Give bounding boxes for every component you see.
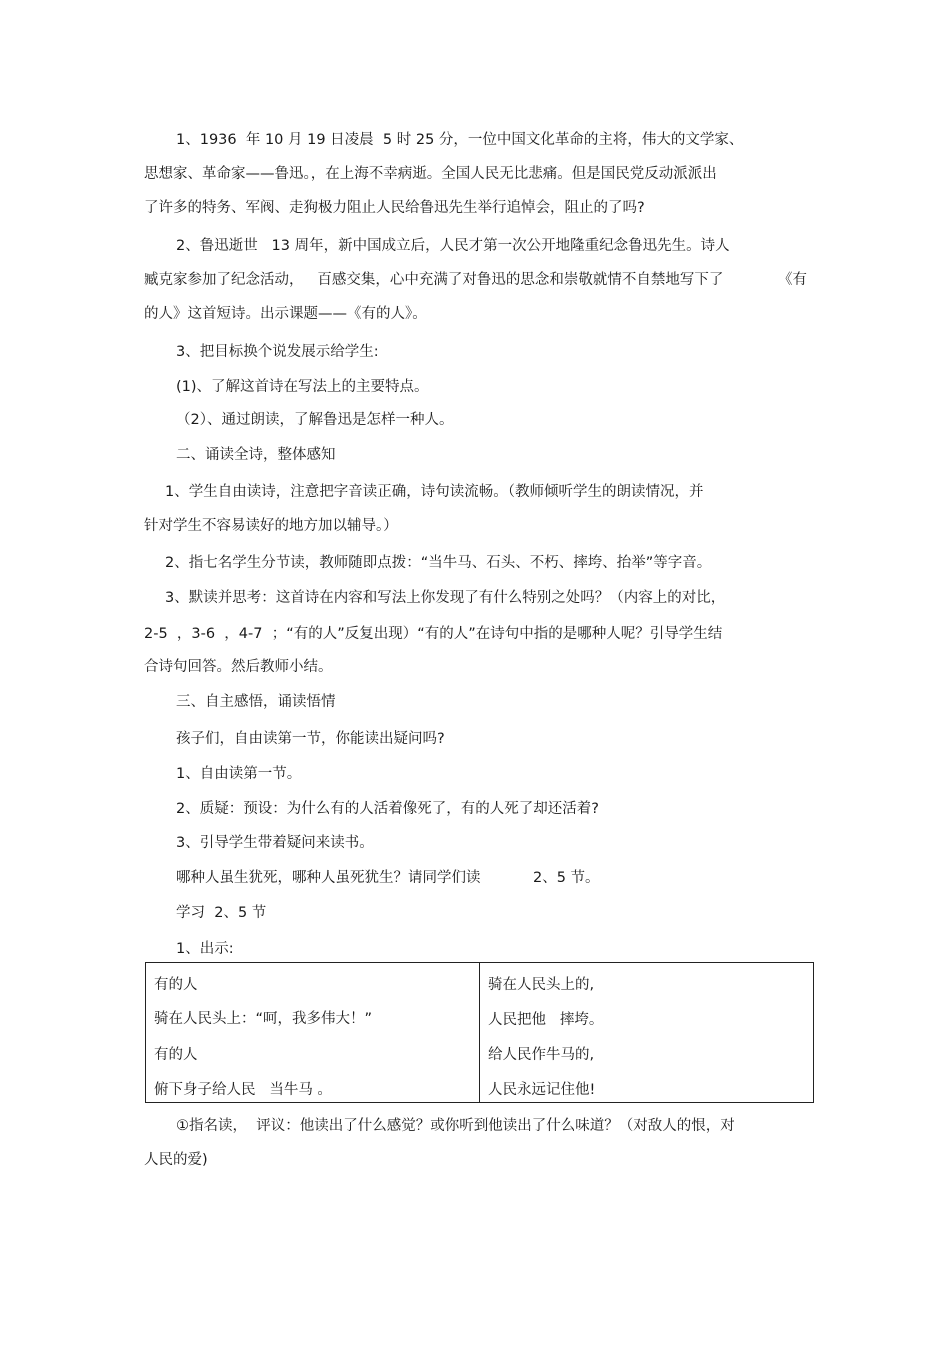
text-line: 3、把目标换个说发展示给学生:: [176, 344, 379, 360]
poem-line: 有的人: [154, 977, 198, 993]
text-line: 2-5 ，3-6 ，4-7 ；“有的人”反复出现）“有的人”在诗句中指的是哪种人呢？引导学生结: [144, 626, 723, 642]
text-line: 2、5 节。: [533, 870, 600, 886]
poem-line: 骑在人民头上的,: [488, 977, 595, 993]
table-row: [146, 963, 814, 1103]
text-line: 针对学生不容易读好的地方加以辅导。）: [144, 518, 398, 534]
poem-line: 骑在人民头上：“呵，我多伟大！”: [154, 1011, 373, 1027]
text-line: 学习 2、5 节: [176, 905, 267, 921]
text-line: 1、学生自由读诗，注意把字音读正确，诗句读流畅。（教师倾听学生的朗读情况，并: [165, 484, 704, 500]
poem-line: 有的人: [154, 1047, 198, 1063]
poem-line: 俯下身子给人民 当牛马 。: [154, 1082, 332, 1098]
text-line: 了许多的特务、军阀、走狗极力阻止人民给鲁迅先生举行追悼会，阻止的了吗?: [144, 200, 645, 216]
poem-line: 人民把他 摔垮。: [488, 1012, 604, 1028]
text-line: 《有: [778, 272, 807, 288]
text-line: 1、自由读第一节。: [176, 766, 302, 782]
text-line: ①指名读， 评议：他读出了什么感觉？或你听到他读出了什么味道？（对敌人的恨，对: [176, 1118, 735, 1134]
text-line: 孩子们，自由读第一节，你能读出疑问吗?: [176, 731, 445, 747]
poem-line: 人民永远记住他!: [488, 1082, 596, 1098]
text-line: 2、鲁迅逝世 13 周年，新中国成立后，人民才第一次公开地隆重纪念鲁迅先生。诗人: [176, 238, 730, 254]
text-line: 3、引导学生带着疑问来读书。: [176, 835, 374, 851]
poem-excerpt-table: [145, 962, 814, 1103]
text-line: 合诗句回答。然后教师小结。: [144, 659, 333, 675]
text-line: 三、自主感悟，诵读悟情: [176, 694, 336, 710]
text-line: 的人》这首短诗。出示课题——《有的人》。: [144, 306, 427, 322]
text-line: 思想家、革命家——鲁迅。，在上海不幸病逝。全国人民无比悲痛。但是国民党反动派派出: [144, 166, 717, 182]
poem-cell-left: [146, 963, 480, 1103]
text-line: 1、1936 年 10 月 19 日凌晨 5 时 25 分，一位中国文化革命的主将，伟大的文学家、: [176, 132, 744, 148]
text-line: 哪种人虽生犹死，哪种人虽死犹生？请同学们读: [176, 870, 481, 886]
text-line: (1)、了解这首诗在写法上的主要特点。: [176, 379, 429, 395]
text-line: （2）、通过朗读，了解鲁迅是怎样一种人。: [176, 412, 454, 428]
text-line: 人民的爱): [144, 1152, 208, 1168]
text-line: 3、默读并思考：这首诗在内容和写法上你发现了有什么特别之处吗？（内容上的对比，: [165, 590, 726, 606]
text-line: 二、诵读全诗，整体感知: [176, 447, 336, 463]
poem-line: 给人民作牛马的,: [488, 1047, 595, 1063]
text-line: 2、指七名学生分节读，教师随即点拨：“当牛马、石头、不朽、摔垮、抬举”等字音。: [165, 555, 712, 571]
text-line: 1、出示:: [176, 941, 234, 957]
text-line: 臧克家参加了纪念活动， 百感交集，心中充满了对鲁迅的思念和崇敬就情不自禁地写下了: [144, 272, 724, 288]
poem-cell-right: [480, 963, 814, 1103]
text-line: 2、质疑：预设：为什么有的人活着像死了，有的人死了却还活着?: [176, 801, 599, 817]
